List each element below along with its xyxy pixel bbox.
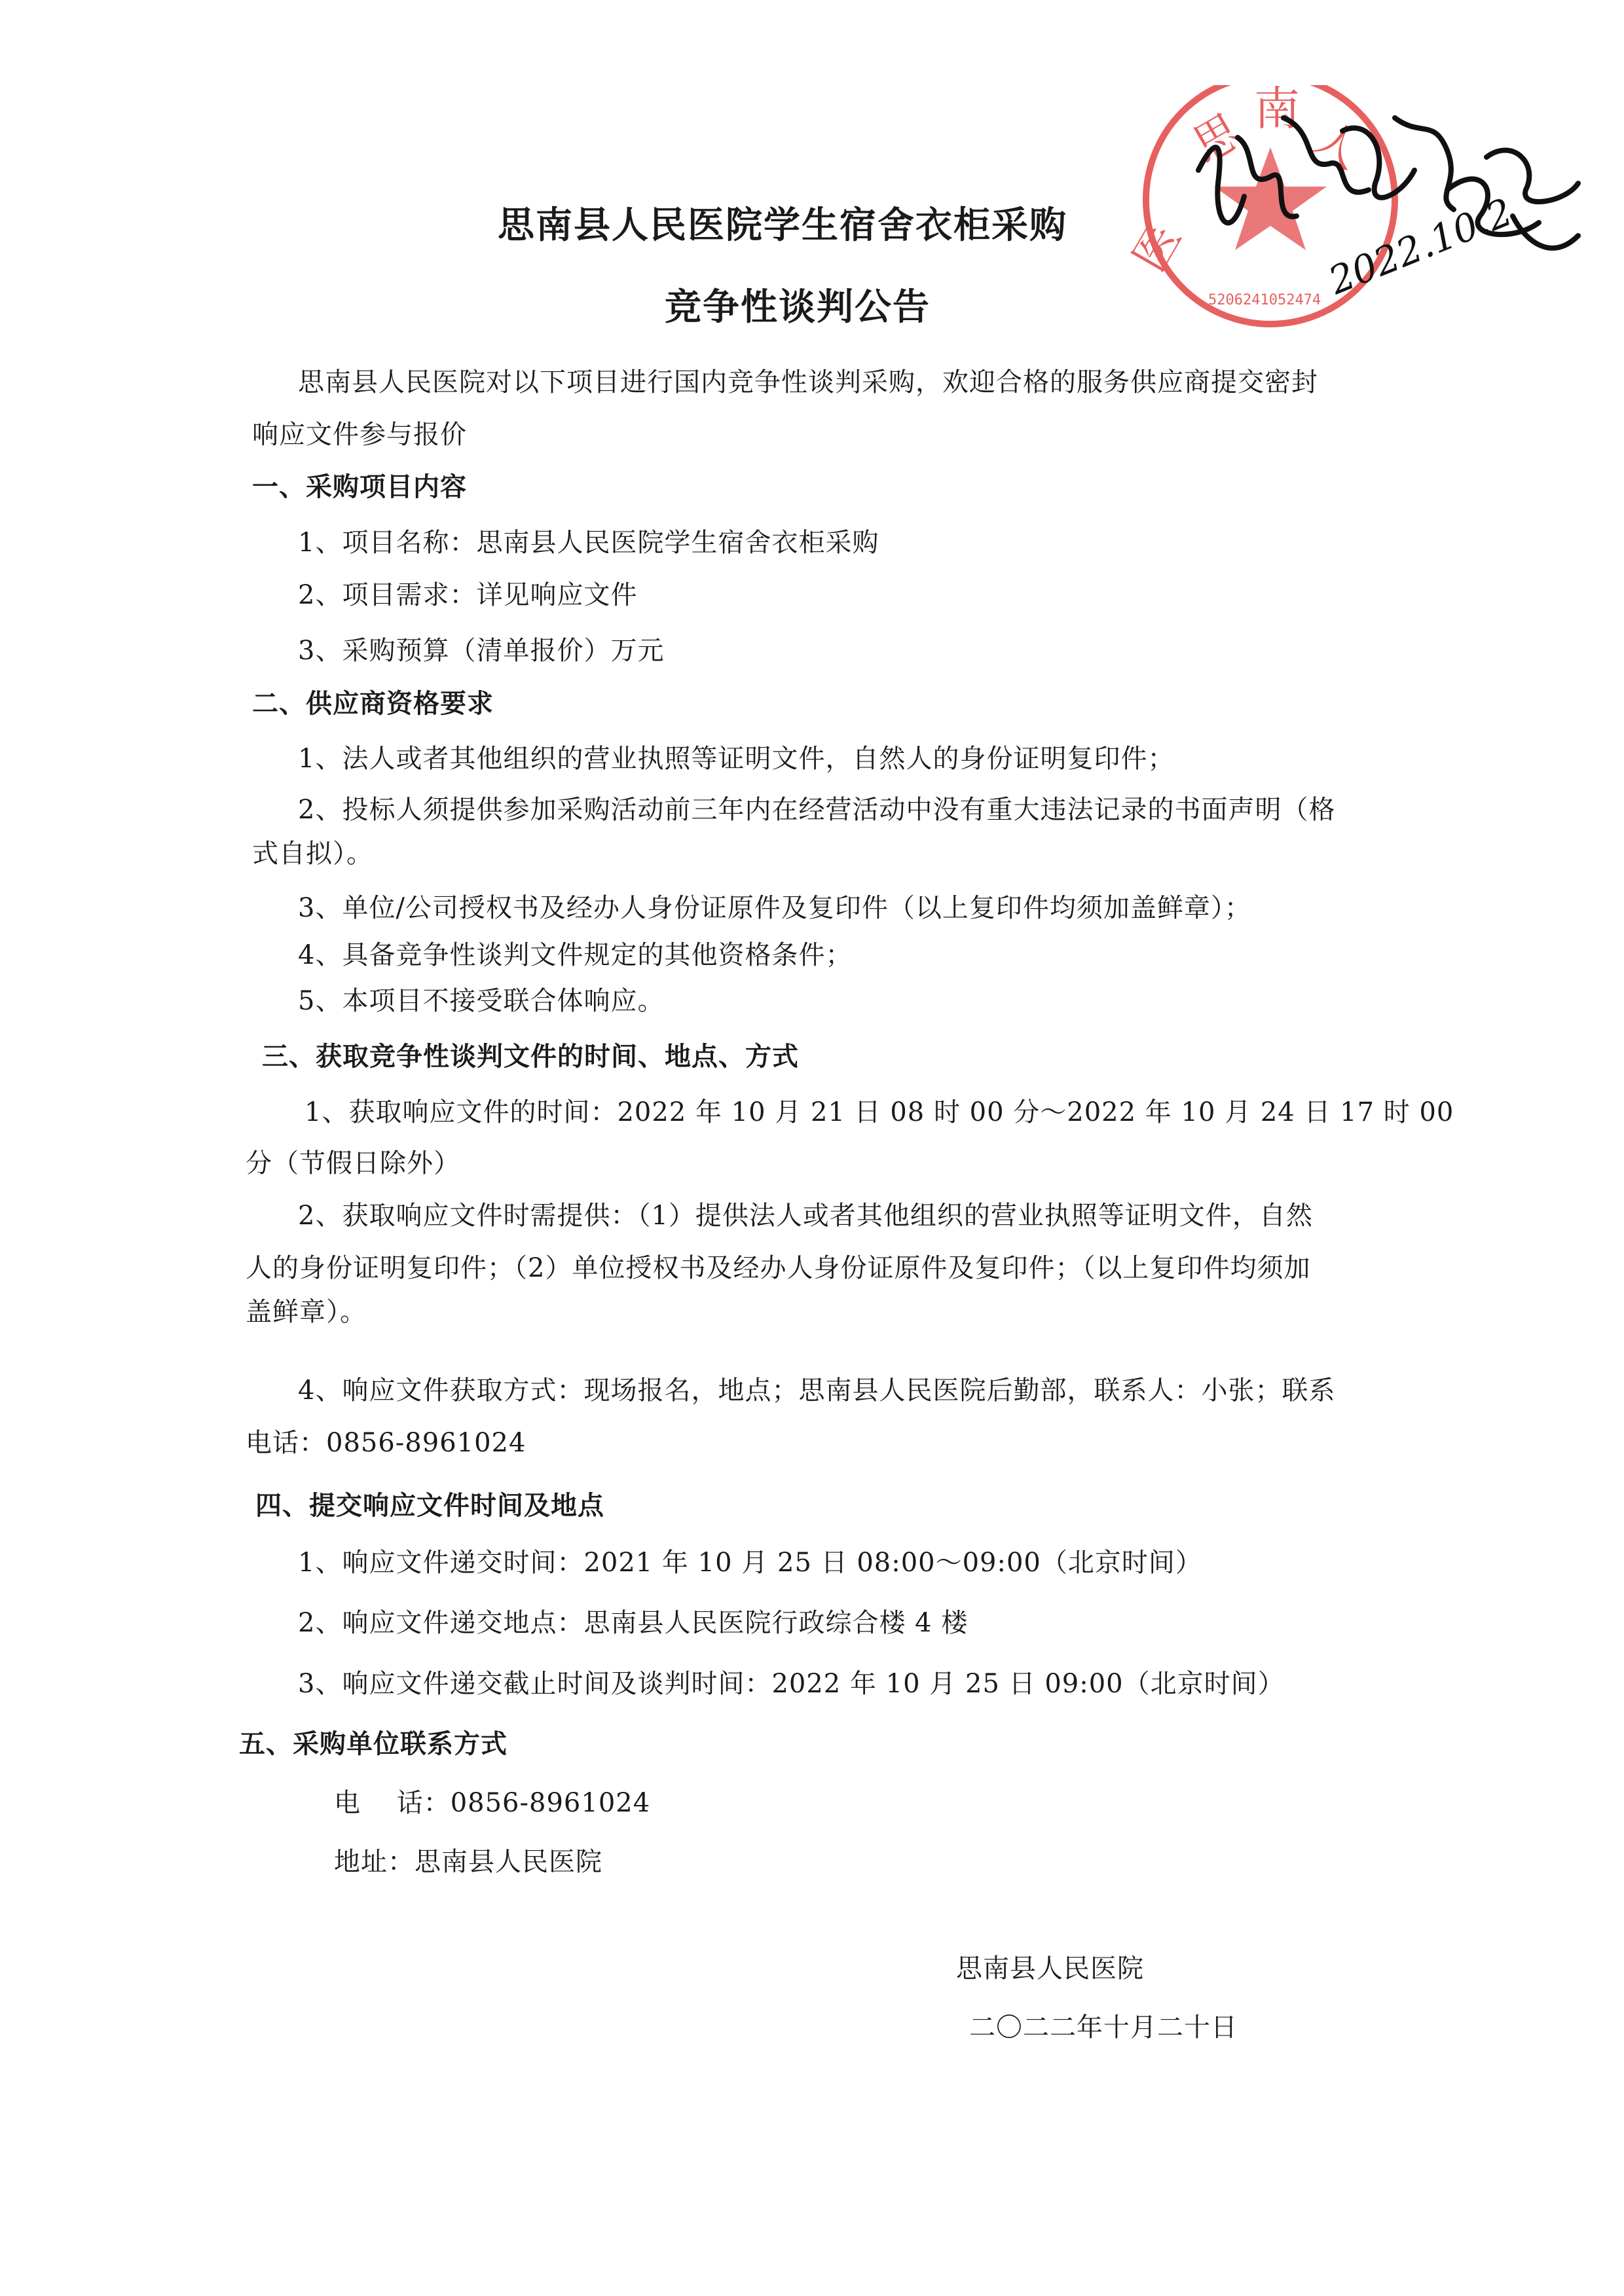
section1-heading: 一、采购项目内容 [252, 472, 467, 502]
section2-item-2-line-1: 2、投标人须提供参加采购活动前三年内在经营活动中没有重大违法记录的书面声明（格 [298, 795, 1336, 825]
svg-text:人: 人 [1304, 110, 1371, 180]
title-line-1: 思南县人民医院学生宿舍衣柜采购 [498, 204, 1067, 247]
section1-item: 3、采购预算（清单报价）万元 [298, 636, 665, 666]
section3-item-2-line-2: 人的身份证明复印件；（2）单位授权书及经办人身份证原件及复印件；（以上复印件均须加 [246, 1253, 1311, 1283]
section1-item: 1、项目名称：思南县人民医院学生宿舍衣柜采购 [298, 528, 879, 558]
section3-item-1-line-2: 分（节假日除外） [246, 1148, 460, 1178]
section3-item-1-line-1: 1、获取响应文件的时间：2022 年 10 月 21 日 08 时 00 分～2022 年 10 月 24 日 17 时 00 [304, 1097, 1454, 1127]
section3-item-2-line-3: 盖鲜章）。 [246, 1297, 367, 1327]
section2-item-2-line-2: 式自拟）。 [252, 839, 373, 869]
handwritten-signature [1172, 92, 1604, 354]
signature-date: 2022.10.2 [1322, 189, 1519, 303]
svg-text:思: 思 [1183, 103, 1251, 173]
section4-item: 1、响应文件递交时间：2021 年 10 月 25 日 08:00～09:00（北京时间） [298, 1548, 1202, 1578]
section2-item-1: 1、法人或者其他组织的营业执照等证明文件，自然人的身份证明复印件； [298, 744, 1175, 774]
intro-line-2: 响应文件参与报价 [252, 420, 467, 450]
section4-item: 3、响应文件递交截止时间及谈判时间：2022 年 10 月 25 日 09:00（北京时间） [298, 1669, 1285, 1699]
seal-number: 5206241052474 [1208, 292, 1321, 308]
section4-heading: 四、提交响应文件时间及地点 [255, 1491, 604, 1521]
intro-line-1: 思南县人民医院对以下项目进行国内竞争性谈判采购，欢迎合格的服务供应商提交密封 [298, 367, 1318, 397]
title-line-2: 竞争性谈判公告 [665, 286, 931, 329]
contact-address: 地址：思南县人民医院 [334, 1847, 602, 1877]
svg-text:医: 医 [1122, 213, 1192, 281]
section1-item: 2、项目需求：详见响应文件 [298, 580, 638, 610]
section3-item-4-line-1: 4、响应文件获取方式：现场报名，地点；思南县人民医院后勤部，联系人：小张；联系 [298, 1376, 1336, 1406]
section4-item: 2、响应文件递交地点：思南县人民医院行政综合楼 4 楼 [298, 1608, 969, 1638]
issuer-org: 思南县人民医院 [956, 1954, 1144, 1984]
section2-item-5: 5、本项目不接受联合体响应。 [298, 986, 665, 1016]
section2-heading: 二、供应商资格要求 [252, 689, 494, 719]
section5-heading: 五、采购单位联系方式 [239, 1729, 507, 1759]
section3-item-2-line-1: 2、获取响应文件时需提供：（1）提供法人或者其他组织的营业执照等证明文件，自然 [298, 1201, 1313, 1231]
section2-item-3: 3、单位/公司授权书及经办人身份证原件及复印件（以上复印件均须加盖鲜章）； [298, 893, 1251, 923]
svg-text:南: 南 [1254, 85, 1300, 136]
section3-item-4-line-2: 电话：0856-8961024 [246, 1428, 526, 1458]
contact-phone: 电 话：0856-8961024 [334, 1788, 651, 1818]
section2-item-4: 4、具备竞争性谈判文件规定的其他资格条件； [298, 940, 853, 970]
issue-date: 二〇二二年十月二十日 [969, 2013, 1238, 2043]
section3-heading: 三、获取竞争性谈判文件的时间、地点、方式 [262, 1042, 799, 1072]
